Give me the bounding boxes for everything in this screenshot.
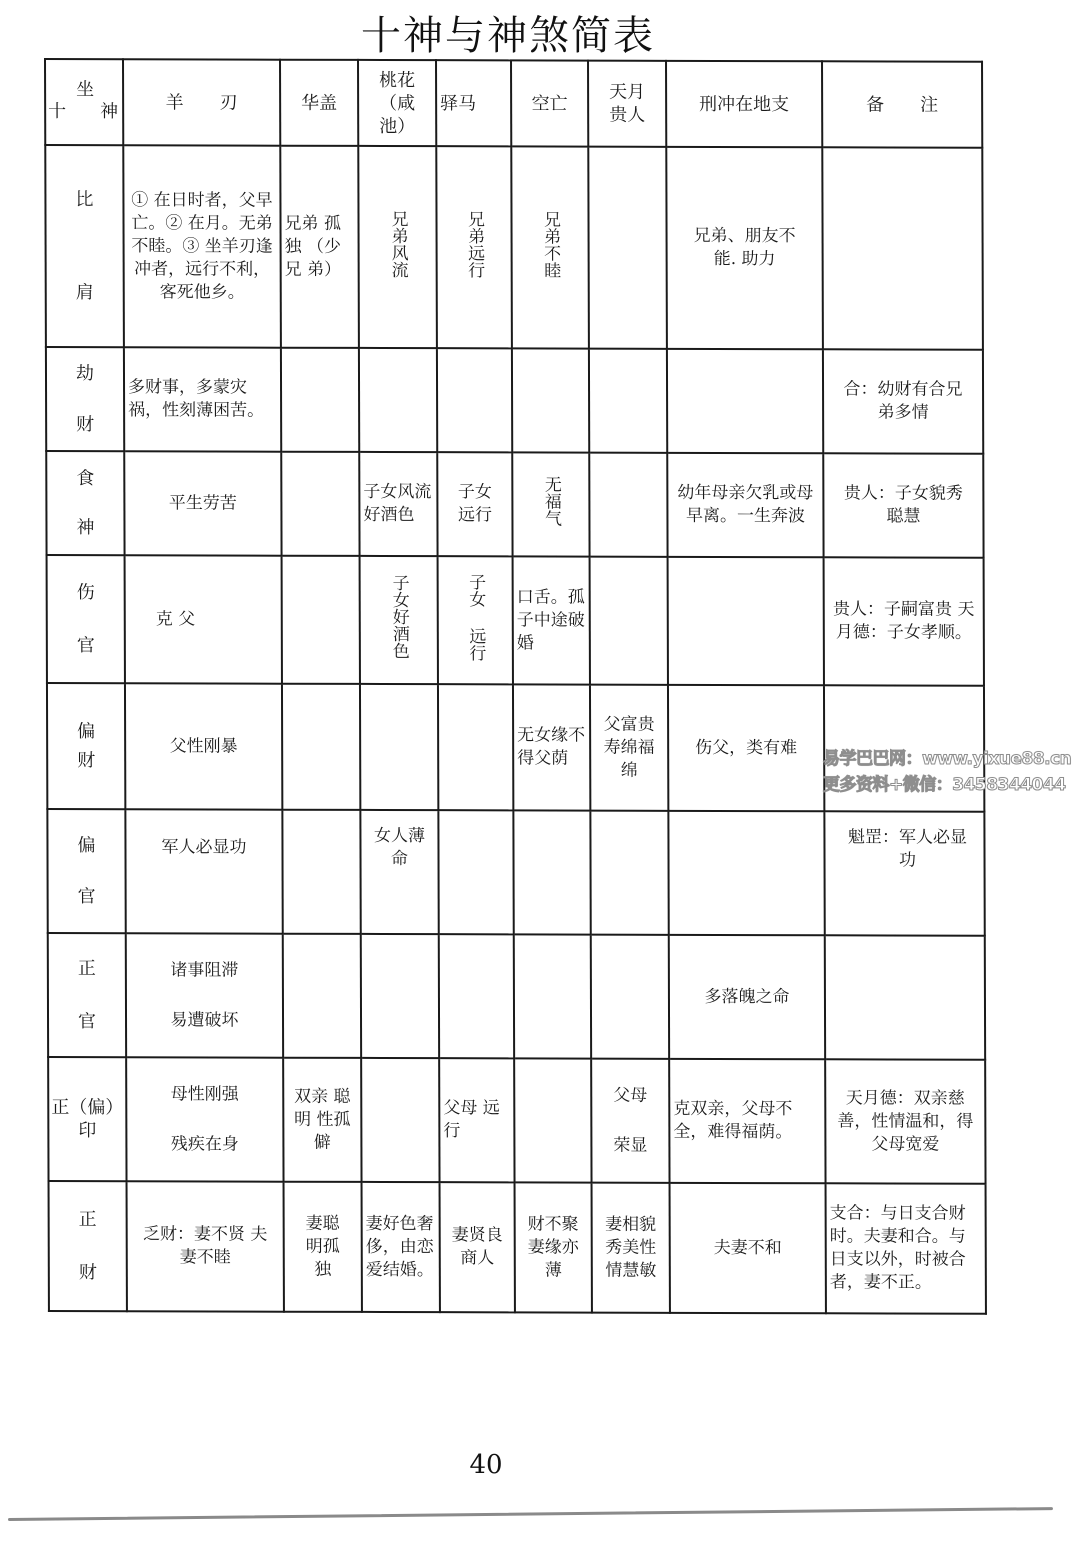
table-cell bbox=[514, 1058, 591, 1182]
table-cell: 双亲 聪明 性孤僻 bbox=[283, 1058, 361, 1182]
table-row-zhengcai bbox=[49, 1181, 986, 1314]
row-header: 正 官 bbox=[48, 933, 126, 1057]
table-cell: 口舌。孤子中途破婚 bbox=[513, 556, 590, 684]
table-cell: 兄弟风流 bbox=[358, 146, 437, 348]
row-header: 伤 官 bbox=[47, 555, 125, 683]
table-cell: 父性刚暴 bbox=[125, 683, 282, 809]
table-cell bbox=[590, 557, 668, 685]
table-cell: 妻好色奢侈，由恋爱结婚。 bbox=[362, 1182, 440, 1312]
table-cell: 妻相貌秀美性情慧敏 bbox=[592, 1183, 670, 1313]
table-cell: 兄弟远行 bbox=[436, 146, 512, 348]
table-cell bbox=[437, 348, 512, 452]
column-header-xingchong: 刑冲在地支 bbox=[666, 61, 822, 147]
table-cell: 支合：与日支合财时。夫妻和合。与日支以外，时被合者，妻不正。 bbox=[826, 1183, 986, 1313]
table-cell: 子女远行 bbox=[437, 452, 512, 556]
table-cell: 父母 远行 bbox=[439, 1058, 514, 1182]
table-cell bbox=[281, 452, 359, 556]
corner-right-label: 神 bbox=[100, 101, 119, 123]
table-cell: 合：幼财有合兄弟多情 bbox=[823, 349, 983, 453]
table-cell: 乏财：妻不贤 夫妻不睦 bbox=[127, 1181, 284, 1311]
table-cell bbox=[667, 349, 823, 453]
table-cell bbox=[282, 684, 360, 810]
table-cell bbox=[282, 556, 360, 684]
table-row-shangguan bbox=[47, 555, 984, 686]
table-cell: 贵人：子女貌秀聪慧 bbox=[823, 453, 983, 557]
table-cell: 克双亲，父母不全，难得福荫。 bbox=[669, 1059, 825, 1183]
table-cell: 兄弟 孤独 （少兄 弟） bbox=[280, 146, 359, 348]
table-cell bbox=[668, 811, 824, 935]
row-header: 偏 官 bbox=[47, 809, 125, 933]
table-row-jiecai bbox=[46, 347, 983, 454]
table-cell bbox=[591, 935, 669, 1059]
table-cell: 无女缘不得父荫 bbox=[513, 684, 590, 810]
table-cell: 财不聚妻缘亦薄 bbox=[515, 1182, 592, 1312]
table-cell bbox=[360, 684, 438, 810]
table-cell: 幼年母亲欠乳或母早离。一生奔波 bbox=[667, 453, 823, 557]
table-cell bbox=[282, 810, 360, 934]
table-cell: 克 父 bbox=[125, 555, 282, 683]
table-cell: 天月德：双亲慈善，性情温和，得父母宽爱 bbox=[825, 1059, 985, 1183]
row-header: 正 财 bbox=[49, 1181, 127, 1311]
table-row-pianguan bbox=[47, 809, 984, 936]
table-row-bijian bbox=[45, 145, 983, 350]
table-cell bbox=[512, 348, 589, 452]
column-header-taohua: 桃花（咸池） bbox=[358, 60, 436, 146]
table-cell bbox=[590, 811, 668, 935]
table-cell: 无福气 bbox=[512, 452, 589, 556]
table-cell bbox=[438, 810, 513, 934]
watermark-line-1: 易学巴巴网：www.yixue88.cn bbox=[823, 749, 1072, 769]
table-cell: 魁罡：军人必显功 bbox=[824, 811, 984, 935]
page-title: 十神与神煞简表 bbox=[361, 13, 655, 59]
ten-gods-table bbox=[44, 58, 985, 1315]
corner-left-label: 十 bbox=[48, 101, 67, 123]
table-cell bbox=[283, 934, 361, 1058]
table-cell bbox=[513, 810, 590, 934]
row-header: 比 肩 bbox=[45, 145, 124, 347]
table-cell bbox=[439, 934, 514, 1058]
page-bottom-divider bbox=[8, 1507, 1053, 1521]
table-cell: 平生劳苦 bbox=[124, 451, 281, 555]
table-cell: 妻贤良商人 bbox=[440, 1182, 515, 1312]
row-header: 正（偏） 印 bbox=[48, 1057, 126, 1181]
table-cell: 父富贵寿绵福绵 bbox=[590, 685, 668, 811]
table-cell bbox=[588, 147, 667, 349]
table-cell bbox=[825, 935, 985, 1059]
table-row-zhengyin bbox=[48, 1057, 985, 1184]
column-header-beizhu: 备 注 bbox=[822, 61, 982, 147]
table-cell bbox=[438, 684, 513, 810]
table-cell: 子女 远行 bbox=[438, 556, 513, 684]
table-cell: 多落魄之命 bbox=[669, 935, 825, 1059]
table-cell bbox=[361, 1058, 439, 1182]
column-header-huagai: 华盖 bbox=[280, 60, 358, 146]
row-header: 偏 财 bbox=[47, 683, 125, 809]
table-cell: ① 在日时者，父早亡。② 在月。无弟不睦。③ 坐羊刃逢冲者，远行不利，客死他乡。 bbox=[123, 145, 281, 347]
table-cell: 子女好酒色 bbox=[360, 556, 438, 684]
watermark-line-2: 更多资料+微信：3458344044 bbox=[823, 775, 1066, 795]
table-cell bbox=[822, 147, 983, 349]
table-cell: 军人必显功 bbox=[125, 809, 282, 933]
corner-top-label: 坐 bbox=[76, 79, 95, 101]
table-cell: 母性刚强 残疾在身 bbox=[126, 1057, 283, 1181]
table-cell: 夫妻不和 bbox=[670, 1183, 826, 1313]
table-cell bbox=[589, 349, 667, 453]
row-header: 劫 财 bbox=[46, 347, 124, 451]
column-header-tianyue-guiren: 天月贵人 bbox=[588, 61, 666, 147]
table-row-zhengguan bbox=[48, 933, 985, 1060]
table-row-shishen bbox=[46, 451, 983, 558]
table-cell: 多财事，多蒙灾祸，性刻薄困苦。 bbox=[124, 347, 281, 451]
table-cell: 子女风流好酒色 bbox=[359, 452, 437, 556]
column-header-yangren: 羊 刃 bbox=[123, 59, 280, 145]
table-cell bbox=[361, 934, 439, 1058]
table-cell bbox=[281, 348, 359, 452]
table-cell: 兄弟不睦 bbox=[511, 146, 589, 348]
table-cell bbox=[589, 453, 667, 557]
column-header-kongwang: 空亡 bbox=[511, 60, 588, 146]
column-header-yima: 驿马 bbox=[436, 60, 511, 146]
table-cell bbox=[359, 348, 437, 452]
corner-header-cell bbox=[45, 59, 123, 145]
page-number: 40 bbox=[469, 1450, 503, 1480]
table-cell: 妻聪明孤独 bbox=[284, 1182, 362, 1312]
row-header: 食 神 bbox=[46, 451, 124, 555]
watermark bbox=[823, 746, 1071, 798]
table-cell bbox=[668, 557, 824, 685]
table-cell bbox=[514, 934, 591, 1058]
table-cell: 兄弟、朋友不能. 助力 bbox=[666, 147, 823, 349]
table-cell: 诸事阻滞 易遭破坏 bbox=[126, 933, 283, 1057]
table-cell: 贵人：子嗣富贵 天月德：子女孝顺。 bbox=[824, 557, 984, 685]
header-row bbox=[45, 59, 982, 148]
table-cell: 伤父，类有难 bbox=[668, 685, 824, 811]
table-cell: 女人薄命 bbox=[360, 810, 438, 934]
table-cell: 父母 荣显 bbox=[591, 1059, 669, 1183]
